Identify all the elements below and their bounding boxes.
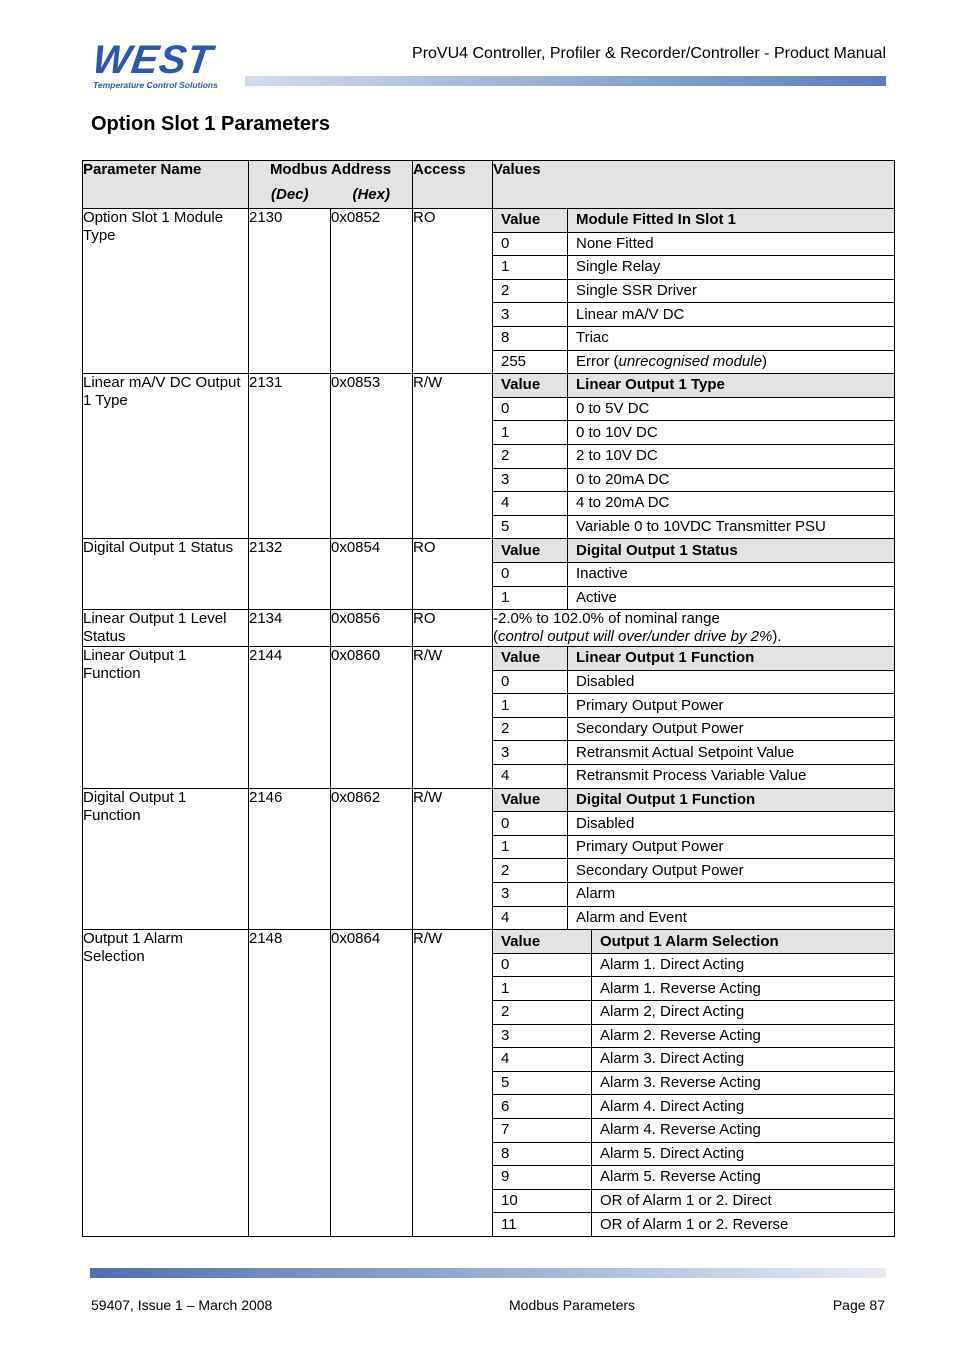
option-value: 2 — [493, 279, 568, 303]
value-option-row — [493, 303, 894, 327]
meaning-column-header: Linear Output 1 Function — [568, 647, 895, 670]
values-cell — [493, 539, 895, 610]
footer-page-number: Page 87 — [832, 1297, 885, 1313]
value-option-row — [493, 492, 894, 516]
value-option-row — [493, 350, 894, 373]
table-row — [83, 647, 895, 789]
option-meaning: Alarm — [568, 883, 895, 907]
meaning-column-header: Digital Output 1 Status — [568, 539, 895, 562]
option-value: 4 — [493, 492, 568, 516]
option-meaning: None Fitted — [568, 232, 895, 256]
modbus-hex: 0x0853 — [331, 374, 413, 539]
header-parameter-name: Parameter Name — [83, 161, 249, 209]
values-header-row — [493, 539, 894, 562]
header-hex: (Hex) — [352, 186, 390, 203]
values-header-row — [493, 930, 894, 953]
value-option-row — [493, 397, 894, 421]
value-option-row — [493, 765, 894, 788]
value-column-header: Value — [493, 374, 568, 397]
option-meaning: Alarm 5. Reverse Acting — [592, 1166, 895, 1190]
access-type: R/W — [413, 374, 493, 539]
parameter-name: Output 1 Alarm Selection — [83, 930, 249, 1237]
values-header-row — [493, 209, 894, 232]
modbus-dec: 2144 — [249, 647, 331, 789]
value-option-row — [493, 717, 894, 741]
option-meaning: 0 to 5V DC — [568, 397, 895, 421]
option-meaning: Primary Output Power — [568, 835, 895, 859]
modbus-hex: 0x0852 — [331, 209, 413, 374]
option-meaning: Alarm 5. Direct Acting — [592, 1142, 895, 1166]
logo-tagline: Temperature Control Solutions — [93, 80, 218, 90]
values-table — [493, 789, 894, 930]
values-header-row — [493, 789, 894, 812]
modbus-dec: 2146 — [249, 788, 331, 930]
option-value: 0 — [493, 812, 568, 836]
option-meaning: Disabled — [568, 670, 895, 694]
page-heading: Option Slot 1 Parameters — [91, 113, 330, 135]
option-value: 7 — [493, 1118, 592, 1142]
option-value: 3 — [493, 1024, 592, 1048]
option-meaning: Active — [568, 586, 895, 609]
value-option-row — [493, 562, 894, 586]
option-meaning: Triac — [568, 326, 895, 350]
parameter-name: Digital Output 1 Status — [83, 539, 249, 610]
parameter-name: Digital Output 1 Function — [83, 788, 249, 930]
option-meaning: Single SSR Driver — [568, 279, 895, 303]
footer-section: Modbus Parameters — [509, 1297, 636, 1313]
option-value: 9 — [493, 1166, 592, 1190]
modbus-dec: 2132 — [249, 539, 331, 610]
option-value: 3 — [493, 303, 568, 327]
values-cell — [493, 930, 895, 1237]
modbus-hex: 0x0860 — [331, 647, 413, 789]
modbus-dec: 2148 — [249, 930, 331, 1237]
value-option-row — [493, 1024, 894, 1048]
option-meaning: Retransmit Actual Setpoint Value — [568, 741, 895, 765]
parameters-table — [82, 160, 895, 1237]
modbus-hex: 0x0854 — [331, 539, 413, 610]
parameter-name: Linear Output 1 Function — [83, 647, 249, 789]
value-option-row — [493, 256, 894, 280]
option-meaning: Alarm 3. Reverse Acting — [592, 1071, 895, 1095]
range-note: (control output will over/under drive by 2%). — [493, 628, 782, 646]
option-meaning: Linear mA/V DC — [568, 303, 895, 327]
value-option-row — [493, 1166, 894, 1190]
option-meaning: Error (unrecognised module) — [568, 350, 895, 373]
value-option-row — [493, 586, 894, 609]
values-header-row — [493, 647, 894, 670]
value-option-row — [493, 694, 894, 718]
header-dec: (Dec) — [271, 186, 309, 203]
value-option-row — [493, 326, 894, 350]
west-logo — [89, 38, 245, 91]
values-header-row — [493, 374, 894, 397]
access-type: RO — [413, 209, 493, 374]
value-option-row — [493, 1071, 894, 1095]
parameter-name: Option Slot 1 Module Type — [83, 209, 249, 374]
table-row — [83, 374, 895, 539]
header-modbus-address — [249, 161, 413, 209]
footer-rule — [90, 1268, 886, 1278]
values-cell — [493, 374, 895, 539]
option-value: 0 — [493, 562, 568, 586]
modbus-dec: 2131 — [249, 374, 331, 539]
value-option-row — [493, 953, 894, 977]
values-cell — [493, 788, 895, 930]
option-meaning: Alarm and Event — [568, 906, 895, 929]
values-cell — [493, 209, 895, 374]
option-meaning: Alarm 2, Direct Acting — [592, 1001, 895, 1025]
access-type: R/W — [413, 647, 493, 789]
option-meaning: Retransmit Process Variable Value — [568, 765, 895, 788]
option-meaning: OR of Alarm 1 or 2. Direct — [592, 1189, 895, 1213]
table-header-row — [83, 161, 895, 209]
table-row — [83, 930, 895, 1237]
option-value: 8 — [493, 1142, 592, 1166]
modbus-dec: 2134 — [249, 610, 331, 647]
option-value: 1 — [493, 256, 568, 280]
table-row — [83, 788, 895, 930]
option-meaning: Alarm 1. Reverse Acting — [592, 977, 895, 1001]
header-values: Values — [493, 161, 895, 209]
value-option-row — [493, 835, 894, 859]
option-meaning: Inactive — [568, 562, 895, 586]
value-column-header: Value — [493, 209, 568, 232]
value-option-row — [493, 1189, 894, 1213]
values-table — [493, 647, 894, 788]
range-text: -2.0% to 102.0% of nominal range — [493, 610, 720, 628]
meaning-column-header: Module Fitted In Slot 1 — [568, 209, 895, 232]
header-access: Access — [413, 161, 493, 209]
option-meaning: Variable 0 to 10VDC Transmitter PSU — [568, 515, 895, 538]
value-column-header: Value — [493, 647, 568, 670]
value-option-row — [493, 1048, 894, 1072]
access-type: RO — [413, 539, 493, 610]
value-column-header: Value — [493, 789, 568, 812]
option-value: 2 — [493, 1001, 592, 1025]
value-option-row — [493, 670, 894, 694]
option-meaning: 4 to 20mA DC — [568, 492, 895, 516]
parameter-name: Linear Output 1 Level Status — [83, 610, 249, 647]
option-value: 2 — [493, 717, 568, 741]
option-value: 6 — [493, 1095, 592, 1119]
value-option-row — [493, 859, 894, 883]
option-value: 0 — [493, 670, 568, 694]
option-meaning: Single Relay — [568, 256, 895, 280]
value-option-row — [493, 468, 894, 492]
access-type: RO — [413, 610, 493, 647]
option-value: 0 — [493, 232, 568, 256]
value-column-header: Value — [493, 930, 592, 953]
option-meaning: Alarm 4. Reverse Acting — [592, 1118, 895, 1142]
option-value: 11 — [493, 1213, 592, 1236]
value-option-row — [493, 421, 894, 445]
option-meaning: Alarm 3. Direct Acting — [592, 1048, 895, 1072]
option-value: 255 — [493, 350, 568, 373]
option-value: 3 — [493, 468, 568, 492]
manual-title: ProVU4 Controller, Profiler & Recorder/Controller - Product Manual — [412, 45, 886, 62]
option-meaning: Secondary Output Power — [568, 859, 895, 883]
option-value: 1 — [493, 421, 568, 445]
option-meaning: 0 to 20mA DC — [568, 468, 895, 492]
value-option-row — [493, 444, 894, 468]
option-meaning: 2 to 10V DC — [568, 444, 895, 468]
option-meaning: 0 to 10V DC — [568, 421, 895, 445]
parameter-name: Linear mA/V DC Output 1 Type — [83, 374, 249, 539]
option-value: 5 — [493, 1071, 592, 1095]
modbus-dec: 2130 — [249, 209, 331, 374]
value-option-row — [493, 883, 894, 907]
header-rule — [245, 76, 886, 86]
option-meaning: Alarm 2. Reverse Acting — [592, 1024, 895, 1048]
values-table — [493, 539, 894, 609]
table-row — [83, 610, 895, 647]
option-value: 3 — [493, 883, 568, 907]
option-value: 10 — [493, 1189, 592, 1213]
access-type: R/W — [413, 788, 493, 930]
option-value: 2 — [493, 859, 568, 883]
value-option-row — [493, 977, 894, 1001]
values-table — [493, 209, 894, 373]
value-option-row — [493, 1095, 894, 1119]
option-value: 1 — [493, 977, 592, 1001]
value-option-row — [493, 906, 894, 929]
option-meaning: OR of Alarm 1 or 2. Reverse — [592, 1213, 895, 1236]
option-value: 0 — [493, 953, 592, 977]
option-value: 4 — [493, 906, 568, 929]
value-option-row — [493, 812, 894, 836]
option-meaning: Alarm 4. Direct Acting — [592, 1095, 895, 1119]
meaning-column-header: Output 1 Alarm Selection — [592, 930, 895, 953]
option-meaning: Alarm 1. Direct Acting — [592, 953, 895, 977]
option-meaning: Primary Output Power — [568, 694, 895, 718]
option-value: 5 — [493, 515, 568, 538]
option-value: 2 — [493, 444, 568, 468]
modbus-hex: 0x0856 — [331, 610, 413, 647]
value-option-row — [493, 1142, 894, 1166]
logo-text: WEST — [89, 38, 216, 82]
option-value: 1 — [493, 835, 568, 859]
option-value: 8 — [493, 326, 568, 350]
option-value: 4 — [493, 765, 568, 788]
meaning-column-header: Linear Output 1 Type — [568, 374, 895, 397]
values-cell — [493, 610, 895, 647]
header-modbus-label: Modbus Address — [269, 161, 392, 178]
value-option-row — [493, 515, 894, 538]
meaning-column-header: Digital Output 1 Function — [568, 789, 895, 812]
option-meaning: Secondary Output Power — [568, 717, 895, 741]
values-table — [493, 374, 894, 538]
table-row — [83, 209, 895, 374]
option-meaning: Disabled — [568, 812, 895, 836]
value-option-row — [493, 741, 894, 765]
values-cell — [493, 647, 895, 789]
option-value: 4 — [493, 1048, 592, 1072]
values-table — [493, 930, 894, 1236]
option-value: 1 — [493, 694, 568, 718]
value-column-header: Value — [493, 539, 568, 562]
value-option-row — [493, 1118, 894, 1142]
modbus-hex: 0x0862 — [331, 788, 413, 930]
option-value: 0 — [493, 397, 568, 421]
option-value: 3 — [493, 741, 568, 765]
value-option-row — [493, 232, 894, 256]
table-row — [83, 539, 895, 610]
option-value: 1 — [493, 586, 568, 609]
access-type: R/W — [413, 930, 493, 1237]
value-option-row — [493, 1213, 894, 1236]
modbus-hex: 0x0864 — [331, 930, 413, 1237]
value-option-row — [493, 279, 894, 303]
footer-doc-id: 59407, Issue 1 – March 2008 — [91, 1297, 273, 1313]
value-option-row — [493, 1001, 894, 1025]
